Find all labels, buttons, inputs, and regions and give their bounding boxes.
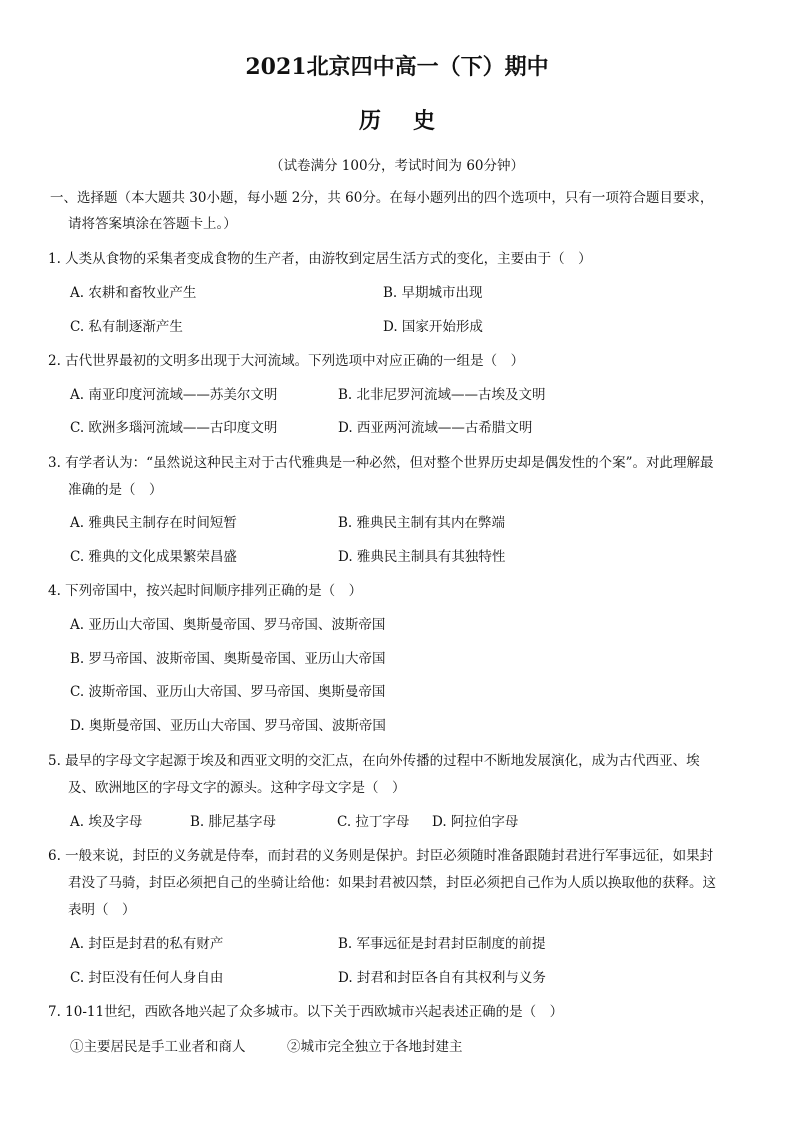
- question-2-option-c: C. 欧洲多瑙河流域——古印度文明: [70, 420, 278, 436]
- question-6-option-d: D. 封君和封臣各自有其权利与义务: [338, 970, 546, 986]
- question-7-stem: 7. 10-11世纪，西欧各地兴起了众多城市。以下关于西欧城市兴起表述正确的是（ ）: [48, 1004, 564, 1020]
- question-2-option-b: B. 北非尼罗河流域——古埃及文明: [338, 387, 546, 403]
- question-1-option-a: A. 农耕和畜牧业产生: [70, 285, 197, 301]
- question-6-stem-line-1: 6. 一般来说，封臣的义务就是侍奉，而封君的义务则是保护。封臣必须随时准备跟随封君进行军事远征，如果封: [48, 848, 714, 864]
- question-6-option-c: C. 封臣没有任何人身自由: [70, 970, 224, 986]
- section-heading-line-2: 请将答案填涂在答题卡上。）: [68, 216, 237, 232]
- question-1-option-c: C. 私有制逐渐产生: [70, 319, 183, 335]
- question-1-stem: 1. 人类从食物的采集者变成食物的生产者，由游牧到定居生活方式的变化，主要由于（ ）: [48, 251, 592, 267]
- question-3-stem-line-2: 准确的是（ ）: [68, 482, 163, 498]
- question-7-statement-1: ①主要居民是手工业者和商人: [70, 1039, 246, 1055]
- question-4-option-d: D. 奥斯曼帝国、亚历山大帝国、罗马帝国、波斯帝国: [70, 718, 386, 734]
- question-5-option-b: B. 腓尼基字母: [190, 814, 277, 830]
- question-4-option-c: C. 波斯帝国、亚历山大帝国、罗马帝国、奥斯曼帝国: [70, 684, 386, 700]
- question-4-option-a: A. 亚历山大帝国、奥斯曼帝国、罗马帝国、波斯帝国: [70, 617, 386, 633]
- subject-title: 历史: [358, 108, 467, 134]
- question-5-stem-line-1: 5. 最早的字母文字起源于埃及和西亚文明的交汇点，在向外传播的过程中不断地发展演化，成为古代西亚、埃: [48, 753, 700, 769]
- question-6-stem-line-3: 表明（ ）: [68, 902, 136, 918]
- question-5-stem-line-2: 及、欧洲地区的字母文字的源头。这种字母文字是（ ）: [68, 780, 406, 796]
- question-3-option-b: B. 雅典民主制有其内在弊端: [338, 515, 506, 531]
- question-3-option-c: C. 雅典的文化成果繁荣昌盛: [70, 549, 237, 565]
- question-3-option-d: D. 雅典民主制具有其独特性: [338, 549, 506, 565]
- question-4-option-b: B. 罗马帝国、波斯帝国、奥斯曼帝国、亚历山大帝国: [70, 651, 386, 667]
- question-2-stem: 2. 古代世界最初的文明多出现于大河流域。下列选项中对应正确的一组是（ ）: [48, 353, 525, 369]
- question-5-option-c: C. 拉丁字母: [337, 814, 410, 830]
- question-6-option-b: B. 军事远征是封君封臣制度的前提: [338, 936, 546, 952]
- question-3-stem-line-1: 3. 有学者认为：“虽然说这种民主对于古代雅典是一种必然，但对整个世界历史却是偶发性的个案”。对此理解最: [48, 455, 714, 471]
- question-1-option-b: B. 早期城市出现: [383, 285, 483, 301]
- question-1-option-d: D. 国家开始形成: [383, 319, 483, 335]
- question-2-option-a: A. 南亚印度河流域——苏美尔文明: [70, 387, 278, 403]
- question-2-option-d: D. 西亚两河流域——古希腊文明: [338, 420, 533, 436]
- question-5-option-a: A. 埃及字母: [70, 814, 143, 830]
- question-3-option-a: A. 雅典民主制存在时间短暂: [70, 515, 237, 531]
- question-7-statement-2: ②城市完全独立于各地封建主: [287, 1039, 463, 1055]
- section-heading-line-1: 一、选择题（本大题共 30小题，每小题 2分，共 60分。在每小题列出的四个选项中，只有一项符合题目要求，: [50, 190, 714, 206]
- question-5-option-d: D. 阿拉伯字母: [432, 814, 519, 830]
- question-6-option-a: A. 封臣是封君的私有财产: [70, 936, 224, 952]
- question-6-stem-line-2: 君没了马骑，封臣必须把自己的坐骑让给他：如果封君被囚禁，封臣必须把自己作为人质以换取他的获释。这: [68, 875, 716, 891]
- exam-info: （试卷满分 100分，考试时间为 60分钟）: [269, 158, 525, 174]
- page-title: 2021北京四中高一（下）期中: [245, 54, 549, 80]
- question-4-stem: 4. 下列帝国中，按兴起时间顺序排列正确的是（ ）: [48, 583, 363, 599]
